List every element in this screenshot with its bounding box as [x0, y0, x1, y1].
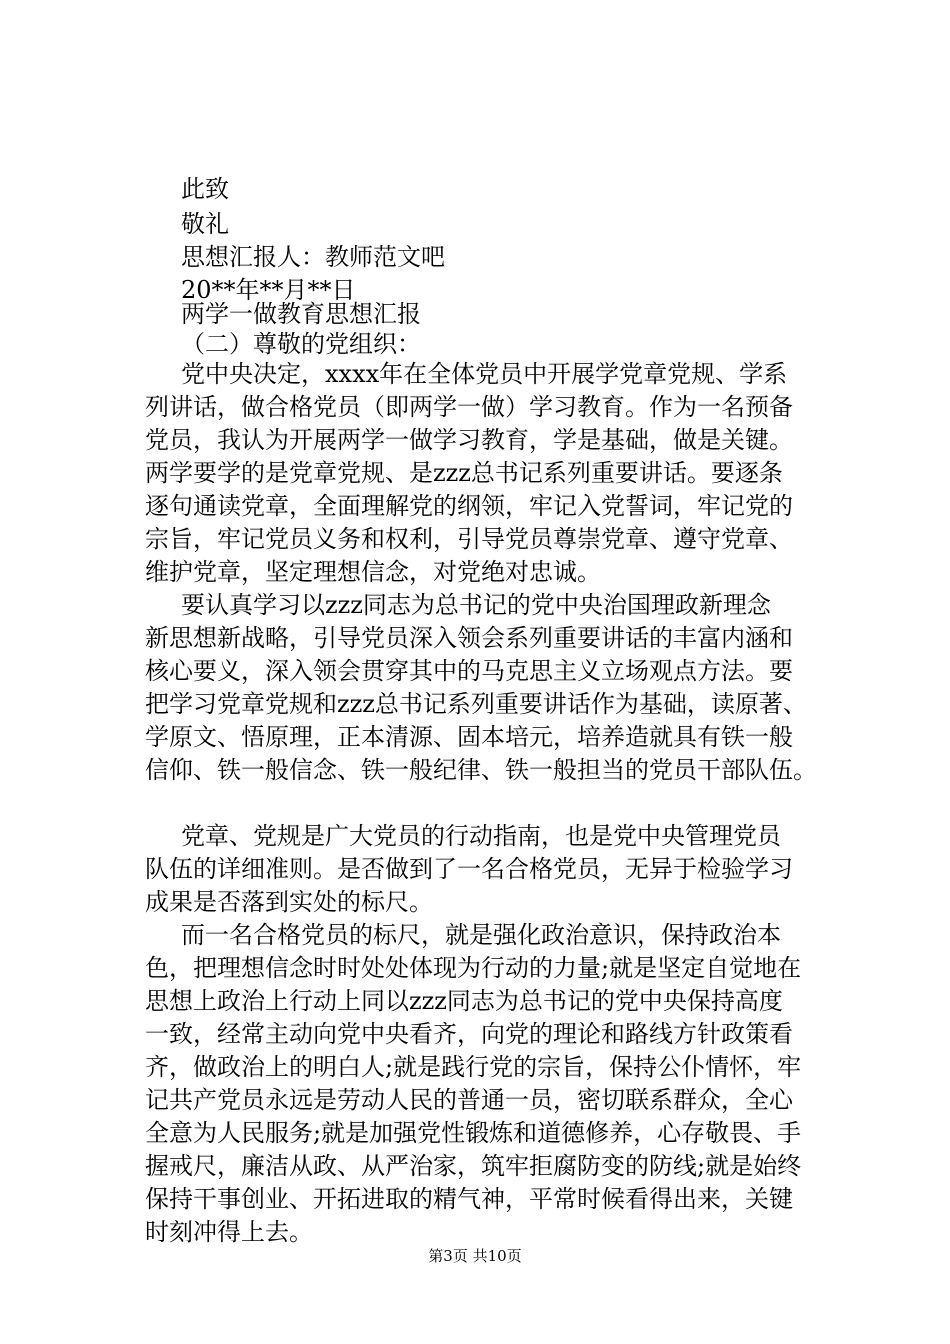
paragraph-line: 要认真学习以zzz同志为总书记的党中央治国理政新理念	[181, 591, 771, 619]
author-line: 思想汇报人：教师范文吧	[181, 243, 445, 271]
paragraph-line: 全意为人民服务;就是加强党性锻炼和道德修养，心存敬畏、手	[145, 1119, 802, 1147]
paragraph-line: 色，把理想信念时时处处体现为行动的力量;就是坚定自觉地在	[145, 954, 802, 982]
paragraph-line: 党章、党规是广大党员的行动指南，也是党中央管理党员	[181, 822, 781, 850]
greeting-line: （二）尊敬的党组织：	[181, 330, 421, 358]
paragraph-line: 记共产党员永远是劳动人民的普通一员，密切联系群众，全心	[145, 1086, 793, 1114]
salutation-line: 此致	[181, 175, 229, 203]
paragraph-line: 党员，我认为开展两学一做学习教育，学是基础，做是关键。	[145, 426, 793, 454]
paragraph-line: 维护党章，坚定理想信念，对党绝对忠诚。	[145, 558, 601, 586]
paragraph-line: 队伍的详细准则。是否做到了一名合格党员，无异于检验学习	[145, 855, 793, 883]
salutation-line: 敬礼	[181, 210, 229, 238]
paragraph-line: 学原文、悟原理，正本清源、固本培元，培养造就具有铁一般	[145, 723, 793, 751]
paragraph-line: 列讲话，做合格党员（即两学一做）学习教育。作为一名预备	[145, 393, 793, 421]
paragraph-line: 新思想新战略，引导党员深入领会系列重要讲话的丰富内涵和	[145, 624, 793, 652]
paragraph-line: 时刻冲得上去。	[145, 1218, 313, 1246]
date-line: 20**年**月**日	[181, 276, 356, 304]
paragraph-line: 而一名合格党员的标尺，就是强化政治意识，保持政治本	[181, 921, 781, 949]
paragraph-line: 两学要学的是党章党规、是zzz总书记系列重要讲话。要逐条	[145, 459, 783, 487]
paragraph-line: 党中央决定，xxxx年在全体党员中开展学党章党规、学系	[181, 360, 788, 388]
document-title: 两学一做教育思想汇报	[181, 300, 421, 328]
paragraph-line: 思想上政治上行动上同以zzz同志为总书记的党中央保持高度	[145, 987, 783, 1015]
paragraph-line: 逐句通读党章，全面理解党的纲领，牢记入党誓词，牢记党的	[145, 492, 793, 520]
paragraph-line: 一致，经常主动向党中央看齐，向党的理论和路线方针政策看	[145, 1020, 793, 1048]
paragraph-line: 信仰、铁一般信念、铁一般纪律、铁一般担当的党员干部队伍。	[145, 756, 817, 784]
paragraph-line: 成果是否落到实处的标尺。	[145, 888, 433, 916]
paragraph-line: 握戒尺，廉洁从政、从严治家，筑牢拒腐防变的防线;就是始终	[145, 1152, 802, 1180]
paragraph-line: 保持干事创业、开拓进取的精气神，平常时候看得出来，关键	[145, 1185, 793, 1213]
paragraph-line: 核心要义，深入领会贯穿其中的马克思主义立场观点方法。要	[145, 657, 793, 685]
paragraph-line: 把学习党章党规和zzz总书记系列重要讲话作为基础，读原著、	[145, 690, 807, 718]
page-footer: 第3页 共10页	[428, 1247, 522, 1265]
paragraph-line: 齐，做政治上的明白人;就是践行党的宗旨，保持公仆情怀，牢	[145, 1053, 802, 1081]
paragraph-line: 宗旨，牢记党员义务和权利，引导党员尊崇党章、遵守党章、	[145, 525, 793, 553]
